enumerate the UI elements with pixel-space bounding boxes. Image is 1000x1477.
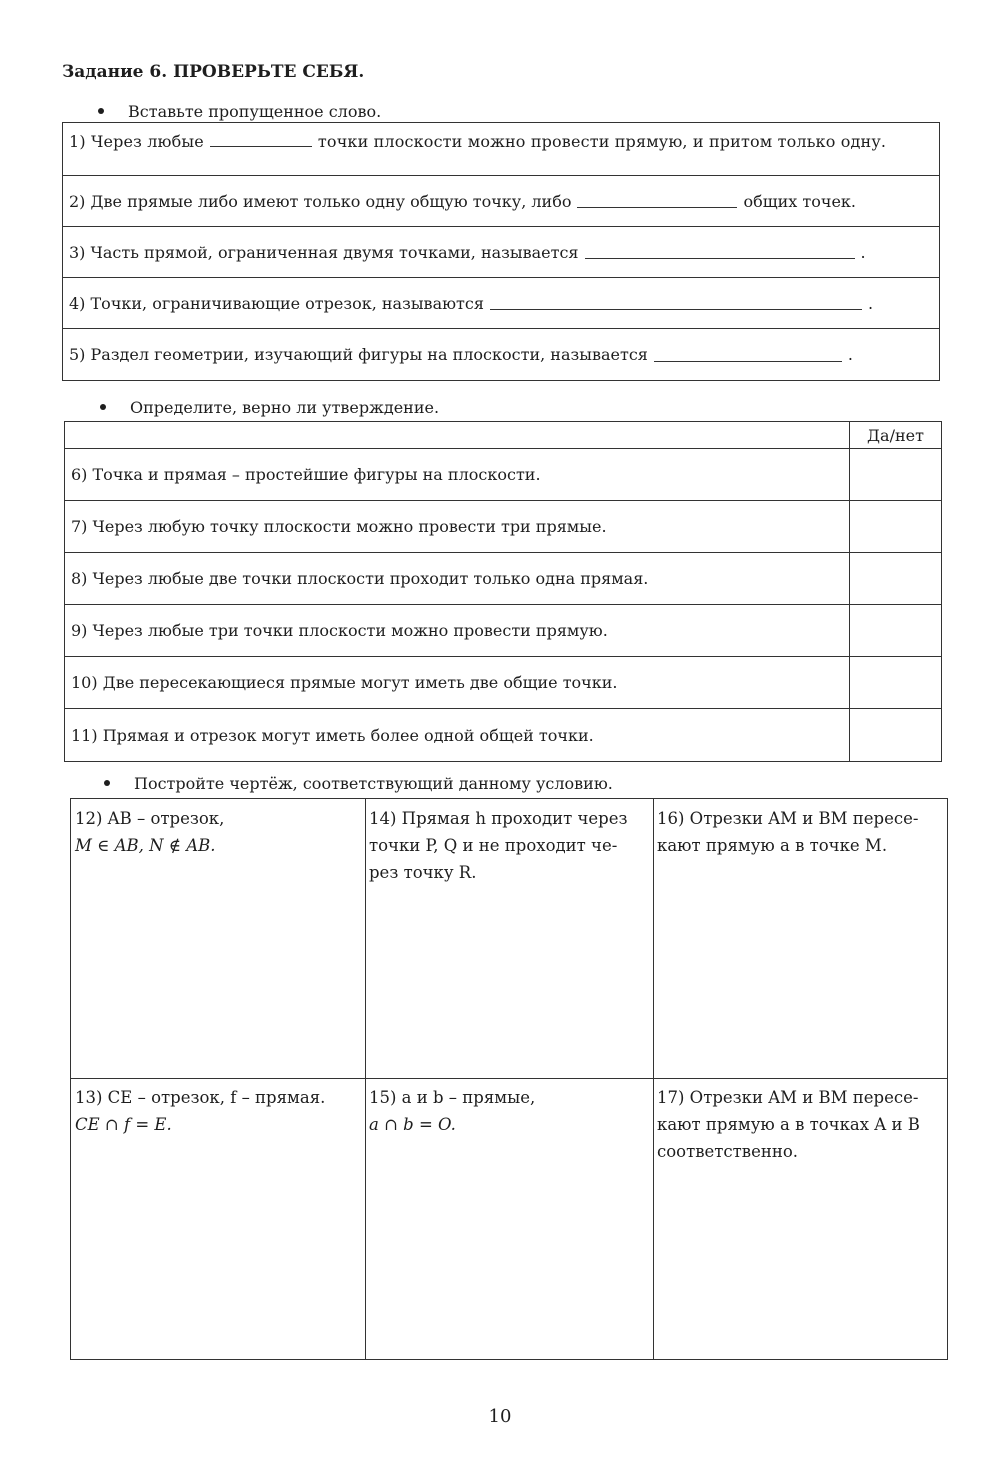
task-condition-line: кают прямую a в точке M. — [657, 836, 888, 855]
statement-row-7 — [65, 501, 941, 553]
statement-row-8 — [65, 553, 941, 605]
answer-cell[interactable] — [849, 605, 941, 656]
construction-cell-15[interactable] — [365, 1078, 653, 1359]
fill-in-row-2 — [63, 176, 939, 227]
task-condition-line: 13) CE – отрезок, f – прямая. — [75, 1088, 326, 1107]
task-condition-line: 12) AB – отрезок, — [75, 809, 225, 828]
fill-in-prefix: 2) Две прямые либо имеют только одну общую точку, либо — [69, 191, 572, 211]
task-condition-line: a ∩ b = O. — [369, 1115, 456, 1134]
construction-cell-12[interactable] — [71, 799, 365, 1078]
table-header-row — [65, 422, 941, 449]
task-title: Задание 6. ПРОВЕРЬТЕ СЕБЯ. — [62, 62, 365, 82]
task-condition-line: 14) Прямая h проходит через — [369, 809, 628, 828]
answer-blank[interactable] — [654, 348, 842, 362]
answer-column-header: Да/нет — [849, 422, 941, 448]
statement-row-11 — [65, 709, 941, 761]
task-condition-line: точки P, Q и не проходит че- — [369, 836, 618, 855]
answer-cell[interactable] — [849, 501, 941, 552]
answer-cell[interactable] — [849, 709, 941, 761]
answer-cell[interactable] — [849, 449, 941, 500]
statement-text: 8) Через любые две точки плоскости проходит только одна прямая. — [71, 569, 649, 588]
construction-cell-13[interactable] — [71, 1078, 365, 1359]
statement-row-6 — [65, 449, 941, 501]
task-condition-line: 15) a и b – прямые, — [369, 1088, 536, 1107]
answer-blank[interactable] — [490, 296, 862, 310]
fill-in-suffix: общих точек. — [743, 191, 857, 211]
answer-cell[interactable] — [849, 657, 941, 708]
instruction-text: Определите, верно ли утверждение. — [130, 398, 440, 417]
answer-cell[interactable] — [849, 553, 941, 604]
statement-row-10 — [65, 657, 941, 709]
header-empty-cell — [65, 422, 849, 448]
fill-in-row-3 — [63, 227, 939, 278]
statement-text: 9) Через любые три точки плоскости можно провести прямую. — [71, 621, 608, 640]
construction-grid — [70, 798, 948, 1360]
fill-in-prefix: 4) Точки, ограничивающие отрезок, называются — [69, 293, 484, 313]
construction-cell-16[interactable] — [653, 799, 947, 1078]
fill-in-suffix: . — [867, 293, 874, 313]
fill-in-prefix: 1) Через любые — [69, 132, 204, 151]
page-number: 10 — [488, 1406, 512, 1427]
fill-in-row-1 — [63, 123, 939, 176]
fill-in-suffix: . — [860, 242, 866, 262]
fill-in-suffix: точки плоскости можно провести прямую, и притом только одну. — [317, 132, 887, 151]
statement-text: 7) Через любую точку плоскости можно провести три прямые. — [71, 517, 607, 536]
task-condition-line: рез точку R. — [369, 863, 477, 882]
bullet-icon — [104, 780, 110, 786]
instruction-true-false — [100, 398, 439, 417]
fill-in-prefix: 3) Часть прямой, ограниченная двумя точками, называется — [69, 242, 579, 262]
answer-blank[interactable] — [577, 194, 737, 208]
bullet-icon — [98, 108, 104, 114]
statement-text: 11) Прямая и отрезок могут иметь более одной общей точки. — [71, 725, 594, 745]
instruction-construction — [104, 774, 613, 793]
task-condition-line: 16) Отрезки AM и BM пересе- — [657, 809, 919, 828]
fill-in-suffix: . — [847, 345, 853, 364]
task-condition-line: M ∈ AB, N ∉ AB. — [75, 836, 216, 855]
statement-text: 6) Точка и прямая – простейшие фигуры на плоскости. — [71, 465, 541, 484]
bullet-icon — [100, 404, 106, 410]
task-condition-line: CE ∩ f = E. — [75, 1115, 172, 1134]
construction-cell-14[interactable] — [365, 799, 653, 1078]
true-false-table — [64, 421, 942, 762]
construction-cell-17[interactable] — [653, 1078, 947, 1359]
answer-blank[interactable] — [210, 133, 312, 147]
fill-in-prefix: 5) Раздел геометрии, изучающий фигуры на плоскости, называется — [69, 345, 648, 364]
fill-in-row-4 — [63, 278, 939, 329]
instruction-fill-in — [98, 102, 381, 121]
statement-text: 10) Две пересекающиеся прямые могут иметь две общие точки. — [71, 673, 618, 692]
answer-blank[interactable] — [585, 245, 855, 259]
task-condition-line: кают прямую a в точках A и B — [657, 1115, 920, 1134]
task-condition-line: 17) Отрезки AM и BM пересе- — [657, 1088, 919, 1107]
task-condition-line: соответственно. — [657, 1142, 799, 1161]
statement-row-9 — [65, 605, 941, 657]
fill-in-table — [62, 122, 940, 381]
fill-in-row-5 — [63, 329, 939, 380]
instruction-text: Постройте чертёж, соответствующий данному условию. — [134, 774, 613, 793]
instruction-text: Вставьте пропущенное слово. — [128, 102, 382, 121]
